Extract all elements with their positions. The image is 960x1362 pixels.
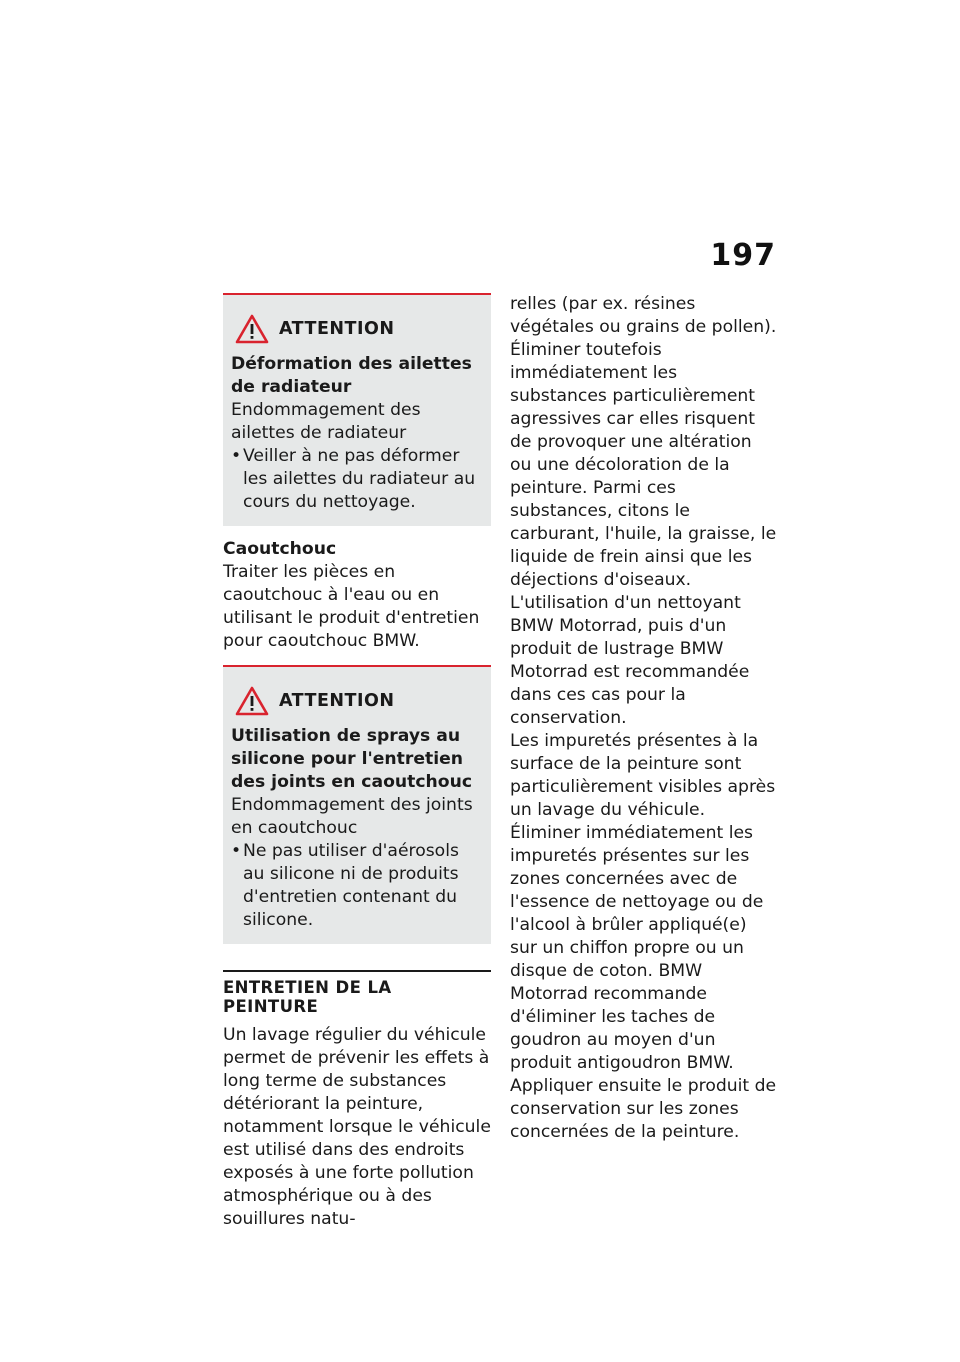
warning-bullet: [231, 840, 483, 932]
warning-triangle-icon: [235, 314, 269, 344]
rubber-heading: Caoutchouc: [223, 539, 337, 559]
bullet-icon: •: [231, 446, 242, 466]
warning-triangle-icon: [235, 686, 269, 716]
warning-header: [231, 313, 483, 345]
warning-bullet-text: Veiller à ne pas déformer les ailettes du radiateur au cours du nettoyage.: [243, 446, 476, 512]
left-column: [223, 293, 491, 1231]
warning-box-silicone: [223, 665, 491, 944]
warning-title: ATTENTION: [279, 318, 395, 339]
warning-text: Endommagement des joints en caoutchouc: [231, 795, 473, 838]
warning-bullet-text: Ne pas utiliser d'aérosols au silicone ni de produits d'entretien contenant du silicone.: [243, 841, 459, 930]
section-title: ENTRETIEN DE LA PEINTURE: [223, 978, 392, 1016]
paint-intro-text: Un lavage régulier du véhicule permet de prévenir les effets à long terme de substances détériorant la peinture, notamment lorsque le véhicule est utilisé dans des endroits exposés à une forte pollution atmosphérique ou à des souillures natu-: [223, 1025, 491, 1229]
paint-section: [223, 970, 491, 1231]
bullet-icon: •: [231, 841, 242, 861]
warning-heading: Utilisation de sprays au silicone pour l'entretien des joints en caoutchouc: [231, 726, 473, 792]
warning-header: [231, 685, 483, 717]
page-number: 197: [710, 238, 776, 273]
paint-aggressive-substances-text: Éliminer toutefois immédiatement les substances particulièrement agressives car elles risquent de provoquer une altération ou une décoloration de la peinture. Parmi ces substances, citons le carburant, l'huile, la graisse, le liquide de frein ainsi que les déjections d'oiseaux. L'utilisation d'un nettoyant BMW Motorrad, puis d'un produit de lustrage BMW Motorrad est recommandée dans ces cas pour la conservation.: [510, 340, 777, 728]
warning-heading: Déformation des ailettes de radiateur: [231, 354, 472, 397]
paint-text-continued: relles (par ex. résines végétales ou grains de pollen).: [510, 294, 777, 337]
warning-title: ATTENTION: [279, 690, 395, 711]
warning-text: Endommagement des ailettes de radiateur: [231, 400, 421, 443]
right-column: [510, 293, 778, 1144]
paint-impurities-text: Les impuretés présentes à la surface de la peinture sont particulièrement visibles après un lavage du véhicule. Éliminer immédiatement les impuretés présentes sur les zones concernées avec de l'essence de nettoyage ou de l'alcool à brûler appliqué(e) sur un chiffon propre ou un disque de coton. BMW Motorrad recommande d'éliminer les taches de goudron au moyen d'un produit antigoudron BMW. Appliquer ensuite le produit de conservation sur les zones concernées de la peinture.: [510, 731, 777, 1142]
warning-box-radiator: [223, 293, 491, 526]
warning-bullet: [231, 445, 483, 514]
rubber-text: Traiter les pièces en caoutchouc à l'eau ou en utilisant le produit d'entretien pour caoutchouc BMW.: [223, 562, 480, 651]
